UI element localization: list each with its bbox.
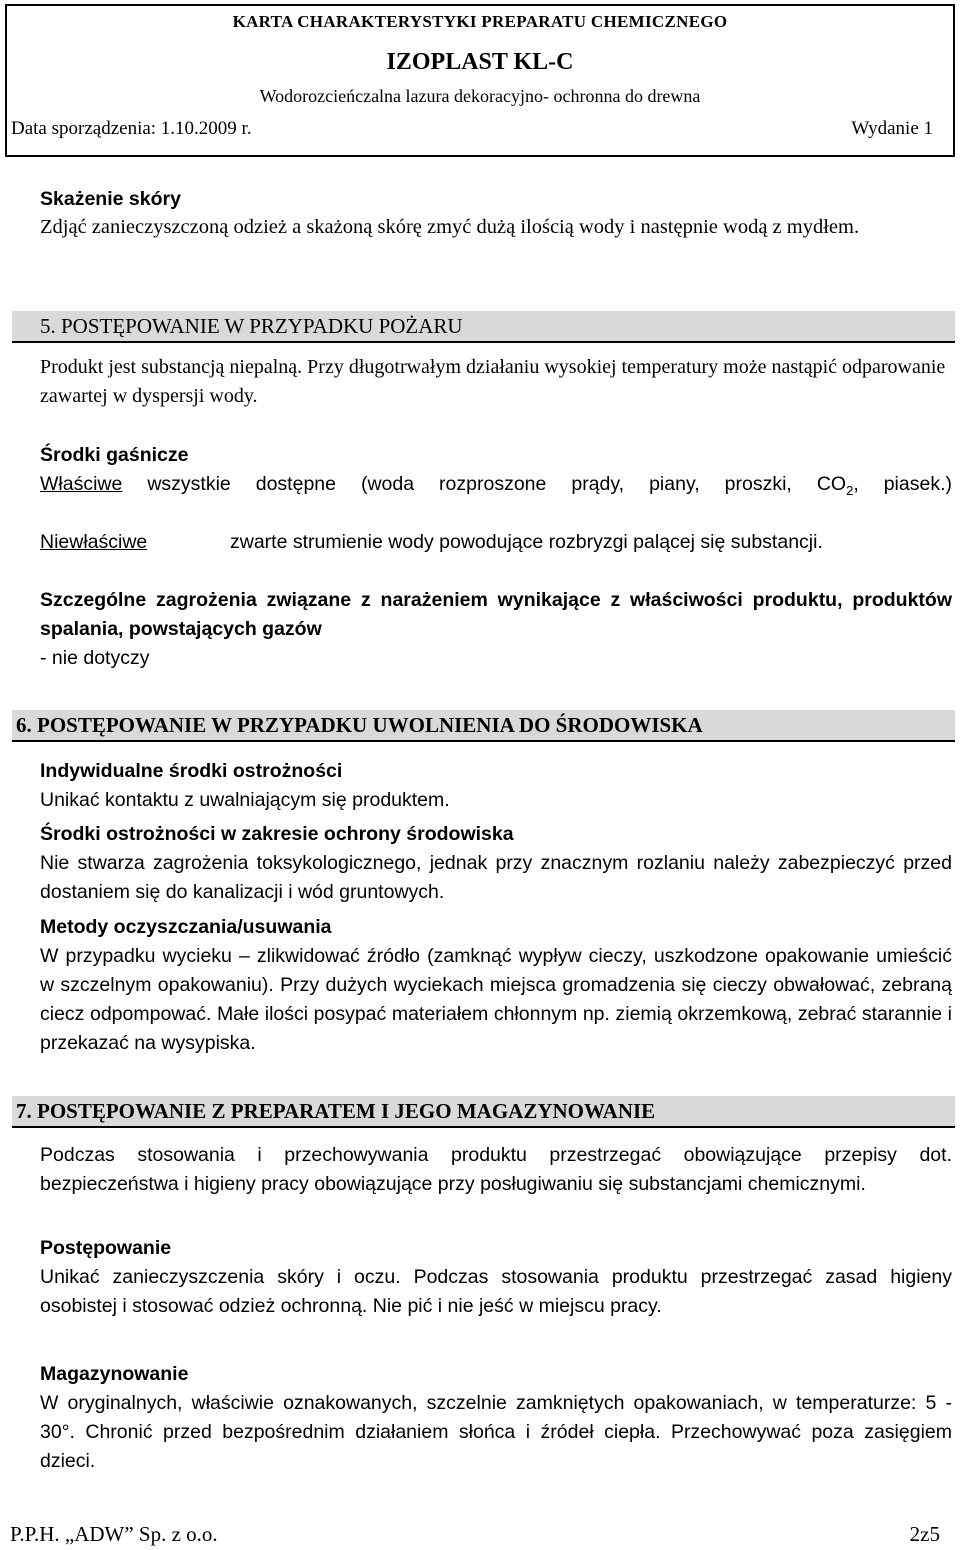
hazards-heading: Szczególne zagrożenia związane z narażeniem wynikające z właściwości produktu, produktów spalania, powstających gazów <box>40 589 952 640</box>
suitable-tail: , piasek.) <box>853 473 952 495</box>
edition-number: Wydanie 1 <box>851 118 933 139</box>
env-precautions-heading: Środki ostrożności w zakresie ochrony środowiska <box>40 823 514 845</box>
handling-text: Unikać zanieczyszczenia skóry i oczu. Podczas stosowania produktu przestrzegać zasad higieny osobistej i stosować odzież ochronną. Nie pić i nie jeść w miejscu pracy. <box>40 1266 952 1317</box>
handling-heading: Postępowanie <box>40 1237 172 1259</box>
suitable-text: wszystkie dostępne (woda rozproszone prądy, piany, proszki, CO <box>147 473 847 495</box>
page-number: 2z5 <box>909 1522 940 1546</box>
unsuitable-label: Niewłaściwe <box>40 531 148 553</box>
cleanup-text: W przypadku wycieku – zlikwidować źródło (zamknąć wypływ cieczy, uszkodzone opakowanie umieścić w szczelnym opakowaniu). Przy dużych wyciekach miejsca gromadzenia się cieczy obwałować, zebraną ciecz odpompować. Małe ilości posypać materiałem chłonnym np. ziemią okrzemkową, zebrać starannie i przekazać na wysypiska. <box>40 945 952 1054</box>
unsuitable-text: zwarte strumienie wody powodujące rozbryzgi palącej się substancji. <box>230 531 823 553</box>
personal-precautions-text: Unikać kontaktu z uwalniającym się produktem. <box>40 789 450 811</box>
extinguishing-heading: Środki gaśnicze <box>40 444 189 466</box>
storage-text: W oryginalnych, właściwie oznakowanych, szczelnie zamkniętych opakowaniach, w temperaturze: 5 - 30°. Chronić przed bezpośrednim działaniem słońca i źródeł ciepła. Przechowywać poza zasięgiem dzieci. <box>40 1392 952 1472</box>
product-description: Wodorozcieńczalna lazura dekoracyjno- ochronna do drewna <box>259 86 701 106</box>
suitable-media <box>40 470 952 505</box>
storage-heading: Magazynowanie <box>40 1363 189 1385</box>
cleanup-heading: Metody oczyszczania/usuwania <box>40 916 332 938</box>
intro-evaporation: Przy długotrwałym działaniu wysokiej temperatury może nastąpić odparowanie zawartej w dyspersji wody. <box>40 356 946 407</box>
section-5-title: 5. POSTĘPOWANIE W PRZYPADKU POŻARU <box>12 311 955 343</box>
document-title: KARTA CHARAKTERYSTYKI PREPARATU CHEMICZNEGO <box>232 12 728 31</box>
document-header <box>5 4 955 157</box>
product-name: IZOPLAST KL-C <box>386 49 574 75</box>
suitable-subscript: 2 <box>846 482 854 498</box>
company-name: P.P.H. „ADW” Sp. z o.o. <box>10 1522 218 1546</box>
intro-nonflammable: Produkt jest substancją niepalną. <box>40 356 303 378</box>
section-7-intro: Podczas stosowania i przechowywania produktu przestrzegać obowiązujące przepisy dot. bezpieczeństwa i higieny pracy obowiązujące przy posługiwaniu się substancjami chemicznymi. <box>40 1144 952 1195</box>
unsuitable-media <box>40 528 952 557</box>
section-5-intro <box>40 353 952 411</box>
section-6-title: 6. POSTĘPOWANIE W PRZYPADKU UWOLNIENIA DO ŚRODOWISKA <box>12 710 955 742</box>
hazards-text: - nie dotyczy <box>40 647 150 669</box>
personal-precautions-heading: Indywidualne środki ostrożności <box>40 760 343 782</box>
section-7-title: 7. POSTĘPOWANIE Z PREPARATEM I JEGO MAGAZYNOWANIE <box>12 1096 955 1128</box>
skin-text: Zdjąć zanieczyszczoną odzież a skażoną skórę zmyć dużą ilością wody i następnie wodą z mydłem. <box>40 216 860 238</box>
env-precautions-text: Nie stwarza zagrożenia toksykologicznego, jednak przy znacznym rozlaniu należy zabezpieczyć przed dostaniem się do kanalizacji i wód gruntowych. <box>40 852 952 903</box>
suitable-label: Właściwe <box>40 473 123 495</box>
skin-heading: Skażenie skóry <box>40 188 181 210</box>
creation-date: Data sporządzenia: 1.10.2009 r. <box>11 118 252 139</box>
